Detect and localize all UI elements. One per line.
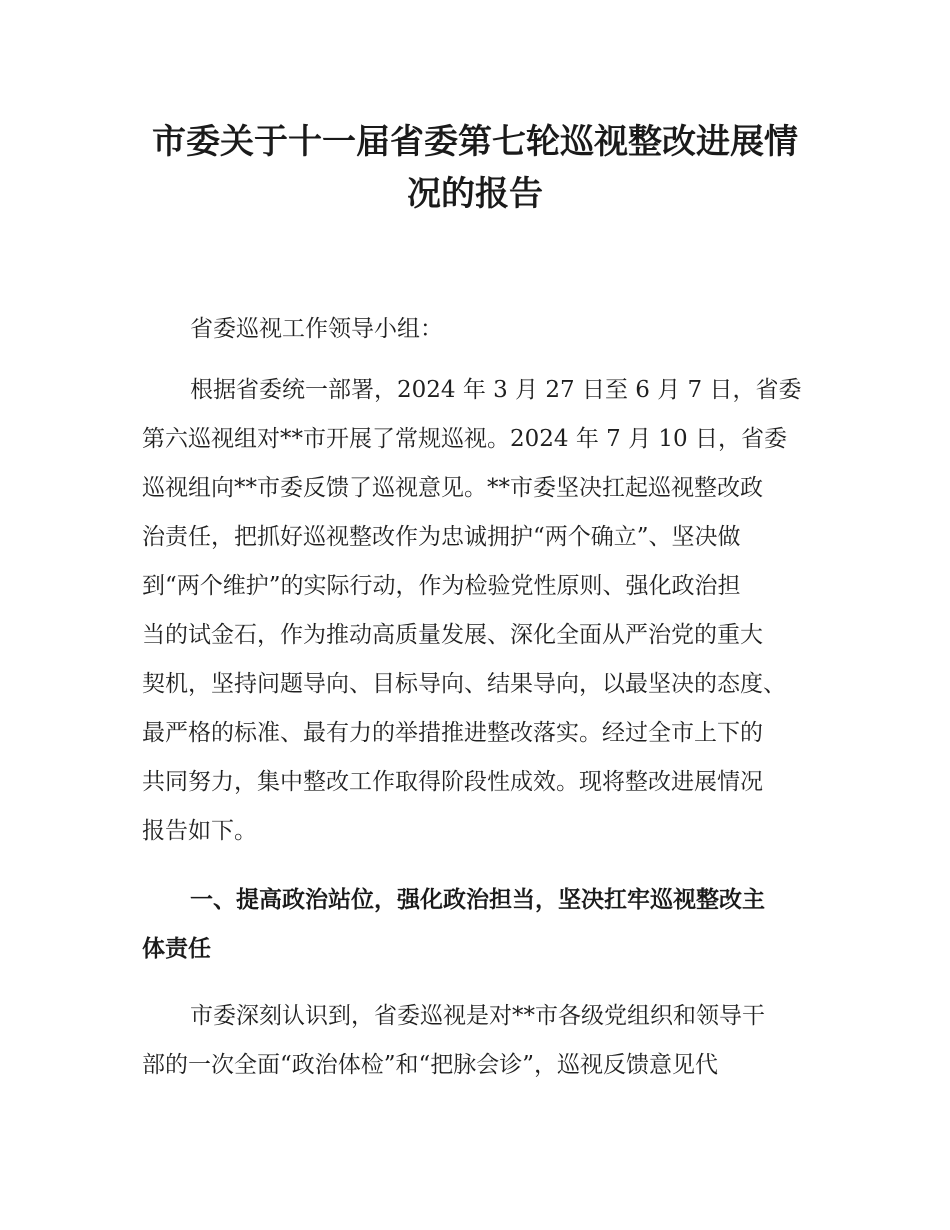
paragraph-line: 到“两个维护”的实际行动，作为检验党性原则、强化政治担 [142,573,741,599]
paragraph-line: 当的试金石，作为推动高质量发展、深化全面从严治党的重大 [142,622,763,648]
paragraph-section-1 [142,992,832,1090]
title-line: 况的报告 [407,174,543,214]
paragraph-line: 治责任，把抓好巡视整改作为忠诚拥护“两个确立”、坚决做 [142,524,741,550]
paragraph-line: 共同努力，集中整改工作取得阶段性成效。现将整改进展情况 [142,769,763,795]
heading-line: 体责任 [142,936,211,962]
paragraph-line: 契机，坚持问题导向、目标导向、结果导向，以最坚决的态度、 [142,671,786,697]
salutation [142,305,832,354]
paragraph-line: 市委深刻认识到，省委巡视是对**市各级党组织和领导干 [190,1003,765,1029]
paragraph-line: 根据省委统一部署，2024 年 3 月 27 日至 6 月 7 日，省委 [190,377,802,403]
document-title [120,116,830,220]
salutation-text: 省委巡视工作领导小组： [190,316,443,342]
paragraph-line: 巡视组向**市委反馈了巡视意见。**市委坚决扛起巡视整改政 [142,475,763,501]
paragraph-intro [142,366,832,856]
paragraph-line: 部的一次全面“政治体检”和“把脉会诊”，巡视反馈意见代 [142,1052,719,1078]
title-line: 市委关于十一届省委第七轮巡视整改进展情 [152,122,798,162]
paragraph-line: 报告如下。 [142,818,257,844]
paragraph-line: 最严格的标准、最有力的举措推进整改落实。经过全市上下的 [142,720,763,746]
heading-line: 一、提高政治站位，强化政治担当，坚决扛牢巡视整改主 [190,887,765,913]
paragraph-line: 第六巡视组对**市开展了常规巡视。2024 年 7 月 10 日，省委 [142,426,787,452]
section-heading-1 [142,876,832,974]
